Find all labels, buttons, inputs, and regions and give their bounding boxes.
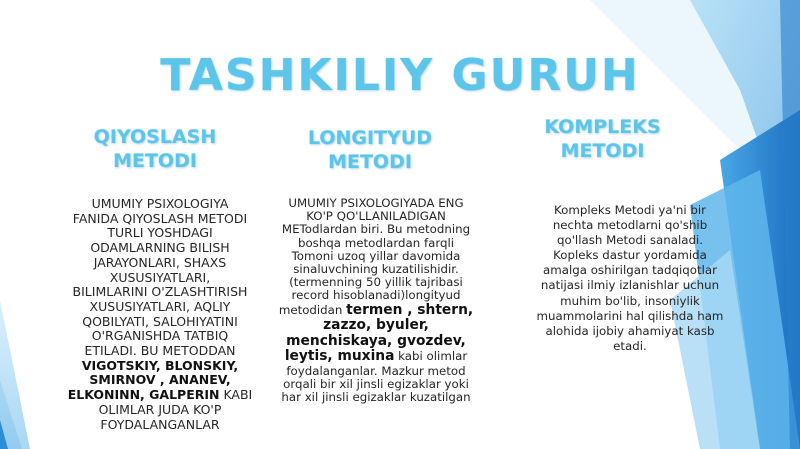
heading-line: METODI — [113, 150, 197, 172]
body-line: Tomoni uzoq yillar davomida — [291, 248, 461, 263]
column-heading-longityud — [280, 126, 460, 174]
column-body-qiyoslash — [40, 197, 280, 432]
bold-names: VIGOTSKIY, BLONSKIY, — [81, 357, 239, 373]
body-line: Kompleks Metodi ya'ni bir — [554, 203, 706, 217]
heading-line: METODI — [560, 140, 645, 162]
bold-names: termen , shtern, — [346, 301, 474, 318]
body-line: UMUMIY PSIXOLOGIYA — [91, 196, 229, 211]
body-line: sinaluvchining kuzatilishidir. — [293, 262, 459, 277]
column-heading-kompleks — [535, 115, 670, 163]
body-inline: KABI — [219, 387, 253, 403]
body-line: record hisoblanadi)longityud — [291, 288, 461, 303]
column-body-longityud — [272, 197, 480, 404]
body-line: JARAYONLARI, SHAXS — [93, 254, 227, 270]
body-line: UMUMIY PSIXOLOGIYADA ENG — [288, 196, 464, 210]
body-line: Kopleks dastur yordamida — [553, 248, 707, 263]
body-line: FOYDALANGANLAR — [100, 416, 220, 432]
body-line: METodlardan biri. Bu metodning — [281, 222, 471, 237]
column-heading-qiyoslash — [60, 125, 250, 173]
body-inline: metodidan — [278, 302, 347, 317]
body-line: har xil jinsli egizaklar kuzatilgan — [281, 390, 471, 405]
column-body-kompleks — [525, 203, 735, 354]
bold-names: leytis, muxina — [284, 348, 395, 365]
heading-line: LONGITYUD — [307, 127, 433, 149]
body-line: nechta metodlarni qo'shib — [552, 218, 708, 233]
bold-names: zazzo, byuler, — [323, 317, 429, 334]
body-line: KO'P QO'LLANILADIGAN — [306, 209, 446, 224]
body-line: TURLI YOSHDAGI — [107, 225, 213, 241]
body-line: qo'llash Metodi sanaladi. — [556, 233, 703, 248]
deco-shape-bottom-left-light — [0, 300, 30, 449]
heading-line: METODI — [328, 151, 412, 173]
body-line: (termenning 50 yillik tajribasi — [289, 275, 463, 290]
body-line: QOBILYATI, SALOHIYATINI — [82, 313, 238, 329]
body-line: muhim bo'lib, insoniylik — [560, 293, 700, 308]
body-line: OLIMLAR JUDA KO'P — [98, 401, 222, 417]
bold-names: SMIRNOV , ANANEV, — [89, 372, 231, 388]
bold-names: menchiskaya, gvozdev, — [286, 332, 466, 349]
bold-names: ELKONINN, GALPERIN — [67, 387, 220, 403]
body-line: etadi. — [613, 338, 647, 353]
heading-line: KOMPLEKS — [544, 116, 661, 138]
body-inline: kabi olimlar — [394, 349, 468, 364]
body-line: muammolarini hal qilishda ham — [536, 308, 724, 323]
body-line: foydalanganlar. Mazkur metod — [286, 363, 466, 378]
slide-title: TASHKILIY GURUH — [160, 50, 640, 101]
heading-line: QIYOSLASH — [93, 126, 217, 148]
body-line: XUSUSIYATLARI, AQLIY — [89, 298, 231, 314]
body-line: O'RGANISHDA TATBIQ — [91, 328, 229, 344]
body-line: XUSUSIYATLARI, — [109, 269, 211, 285]
body-line: ETILADI. BU METODDAN — [84, 343, 236, 359]
body-line: boshqa metodlardan farqli — [297, 235, 455, 250]
body-line: ODAMLARNING BILISH — [90, 240, 230, 256]
body-line: BILIMLARINI O'ZLASHTIRISH — [72, 284, 248, 300]
body-line: FANIDA QIYOSLASH METODI — [72, 210, 248, 226]
body-line: natijasi ilmiy izlanishlar uchun — [540, 278, 720, 293]
body-line: amalga oshirilgan tadqiqotlar — [543, 263, 717, 278]
body-line: alohida ijobiy ahamiyat kasb — [545, 323, 715, 338]
body-line: orqali bir xil jinsli egizaklar yoki — [283, 376, 469, 391]
